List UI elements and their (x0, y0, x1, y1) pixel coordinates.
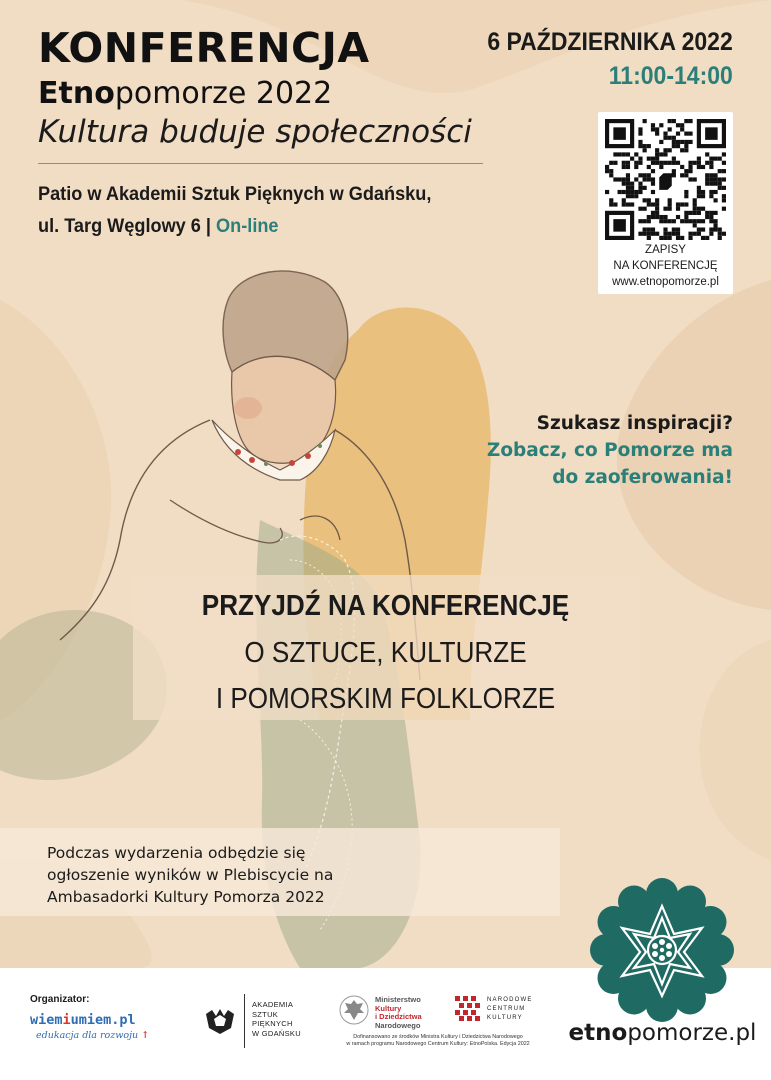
org-name-c: umiem.pl (70, 1012, 136, 1028)
qr-registration-box[interactable] (598, 112, 733, 294)
brand-pomorze: pomorze.pl (627, 1020, 757, 1046)
conference-subtitle (38, 76, 332, 111)
nck-line-1: NARODOWE (487, 997, 533, 1003)
organizer-slogan-text: edukacja dla rozwoju (36, 1030, 139, 1041)
nck-logo-text (487, 996, 533, 1023)
funding-line-1: Dofinansowano ze środków Ministra Kultury i Dziedzictwa Narodowego (353, 1034, 523, 1040)
figure-cheek (234, 397, 262, 419)
inspiration-answer-line-1: Zobacz, co Pomorze ma (486, 440, 733, 461)
qr-code-icon[interactable] (605, 119, 726, 240)
qr-caption-line-1: ZAPISY (645, 244, 686, 256)
venue-online: On-line (216, 215, 279, 237)
polish-eagle-icon (338, 994, 370, 1026)
ministry-logo-text (375, 996, 422, 1030)
asp-line-2: SZTUK (252, 1009, 279, 1019)
event-date: 6 PAŹDZIERNIKA 2022 (487, 28, 733, 56)
nck-line-2: CENTRUM (487, 1006, 526, 1012)
results-announcement (47, 842, 333, 908)
organizer-slogan (36, 1030, 149, 1041)
lower-right-blob (700, 640, 771, 860)
venue-line-2 (38, 210, 431, 242)
conference-tagline: Kultura buduje społeczności (38, 114, 472, 150)
inspiration-answer (487, 437, 733, 491)
etnopomorze-flower-logo-icon (589, 877, 735, 1023)
organizer-logo[interactable] (30, 1012, 136, 1028)
organizer-label: Organizator: (30, 994, 90, 1005)
ministry-line-1: Ministerstwo (375, 995, 421, 1004)
qr-caption-url[interactable]: www.etnopomorze.pl (612, 276, 719, 288)
inspiration-answer-line-2: do zaoferowania! (552, 467, 733, 488)
ministry-line-3: i Dziedzictwa (375, 1012, 422, 1021)
ministry-line-2: Kultury (375, 1003, 402, 1013)
results-line-3: Ambasadorki Kultury Pomorza 2022 (47, 888, 325, 906)
asp-divider (244, 994, 245, 1048)
qr-caption-line-2: NA KONFERENCJĘ (613, 260, 718, 272)
org-name-b: i (62, 1012, 71, 1028)
results-line-1: Podczas wydarzenia odbędzie się (47, 844, 306, 862)
brand-wordmark[interactable] (560, 1020, 765, 1046)
venue-address: ul. Targ Węglowy 6 | (38, 215, 217, 237)
asp-line-3: PIĘKNYCH (252, 1019, 293, 1028)
funding-line-2: w ramach programu Narodowego Centrum Kultury: EtnoPolska. Edycja 2022 (346, 1041, 530, 1047)
funding-note (338, 1034, 538, 1048)
org-name-a: wiem (30, 1012, 63, 1028)
nck-logo-icon (455, 996, 483, 1021)
cta-line-2: O SZTUCE, KULTURZE (244, 637, 527, 669)
venue-line-1: Patio w Akademii Sztuk Pięknych w Gdańsku, (38, 183, 432, 205)
results-line-2: ogłoszenie wyników w Plebiscycie na (47, 866, 334, 884)
asp-line-4: W GDAŃSKU (252, 1028, 301, 1038)
asp-crest-icon (202, 1006, 238, 1036)
asp-logo-text (252, 1000, 301, 1038)
nck-line-3: KULTURY (487, 1015, 523, 1021)
cta-line-3: I POMORSKIM FOLKLORZE (215, 683, 556, 715)
conference-title: KONFERENCJA (38, 24, 370, 72)
dinosaur-icon (659, 169, 676, 190)
ministry-line-4: Narodowego (375, 1020, 421, 1030)
cta-heading: PRZYJDŹ NA KONFERENCJĘ (201, 590, 570, 622)
arrow-up-icon: ↑ (141, 1030, 150, 1041)
asp-line-1: AKADEMIA (252, 1000, 294, 1009)
subtitle-pomorze: pomorze 2022 (114, 76, 333, 111)
subtitle-etno: Etno (38, 76, 115, 111)
brand-etno: etno (568, 1020, 628, 1046)
event-time: 11:00-14:00 (608, 62, 733, 90)
inspiration-question: Szukasz inspiracji? (536, 413, 733, 434)
title-divider (38, 163, 483, 164)
venue-info (38, 178, 431, 242)
qr-caption (598, 242, 733, 290)
inspiration-callout (487, 410, 733, 491)
